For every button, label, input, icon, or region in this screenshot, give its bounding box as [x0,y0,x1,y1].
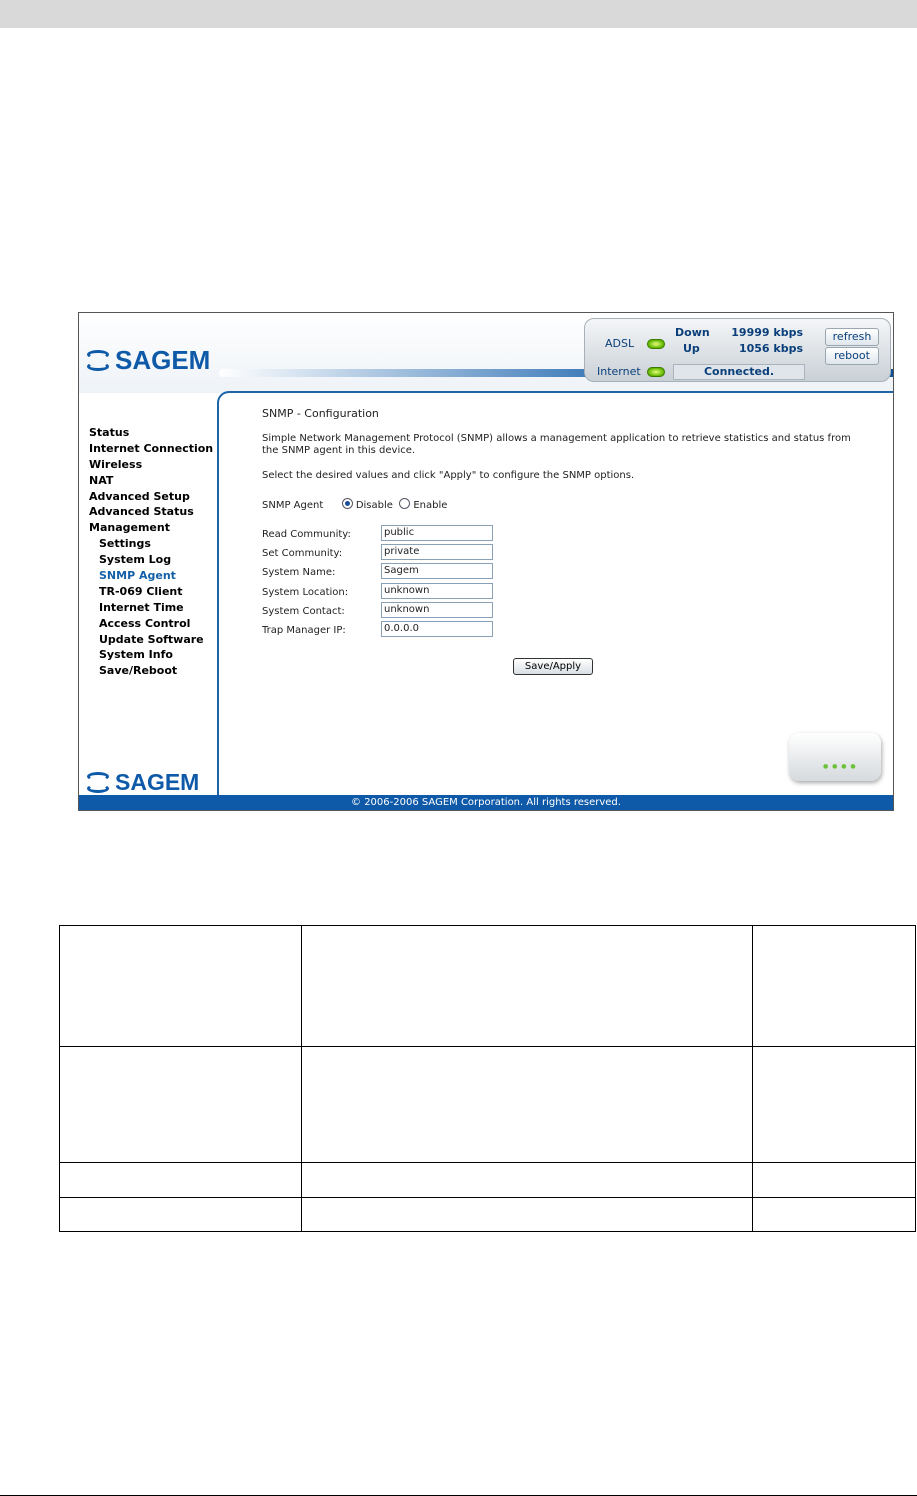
sidebar-item-snmp-agent[interactable]: SNMP Agent [99,569,176,583]
enable-radio[interactable] [399,498,410,509]
sidebar-item-settings[interactable]: Settings [99,537,151,551]
router-screenshot [78,312,894,811]
document-header-bar [0,0,917,28]
up-rate: 1056 kbps [738,342,803,355]
table-cell [302,1198,753,1232]
router-device-image [789,733,881,781]
system-contact-input[interactable]: unknown [381,602,493,618]
table-row [60,926,916,1047]
up-label: Up [683,342,700,355]
sidebar-item-status[interactable]: Status [89,426,130,439]
sidebar-item-advanced-setup[interactable]: Advanced Setup [89,489,190,503]
system-name-input[interactable]: Sagem [381,563,493,579]
set-community-label: Set Community: [262,548,343,559]
adsl-label: ADSL [605,337,635,350]
table-cell [60,1198,302,1232]
table-cell [60,926,302,1047]
sidebar-item-save-reboot[interactable]: Save/Reboot [99,664,178,678]
down-label: Down [675,326,710,339]
status-panel [584,318,891,382]
reboot-button[interactable]: reboot [825,347,879,365]
sagem-logo [85,345,210,376]
description-line-1: Simple Network Management Protocol (SNMP) allows a management application to retrieve statistics and status from [262,433,851,444]
enable-label: Enable [413,500,448,511]
logo-text-bottom: SAGEM [115,769,200,795]
sidebar-item-advanced-status[interactable]: Advanced Status [89,505,194,519]
description [262,433,862,457]
set-community-input[interactable]: private [381,544,493,560]
page-header [79,313,893,393]
logo-text: SAGEM [115,345,211,375]
sidebar-item-tr069-client[interactable]: TR-069 Client [99,584,183,598]
sidebar-item-nat[interactable]: NAT [89,473,114,487]
trap-manager-label: Trap Manager IP: [262,625,346,636]
sidebar-item-access-control[interactable]: Access Control [99,616,191,630]
document-table [59,925,916,1232]
snmp-agent-label: SNMP Agent [262,500,324,511]
table-cell [753,1163,916,1198]
table-row [60,1163,916,1198]
system-name-label: System Name: [262,567,336,578]
table-cell [302,1163,753,1198]
description-line-2: the SNMP agent in this device. [262,445,416,456]
footer-copyright: © 2006-2006 SAGEM Corporation. All rights reserved. [79,795,893,810]
system-contact-label: System Contact: [262,606,345,617]
sidebar-nav [89,425,213,679]
table-cell [302,926,753,1047]
table-cell [60,1047,302,1163]
adsl-led-icon [647,339,665,349]
save-apply-button[interactable]: Save/Apply [513,658,593,675]
read-community-input[interactable]: public [381,525,493,541]
internet-label: Internet [597,365,641,378]
disable-radio[interactable] [342,498,353,509]
snmp-agent-row [262,498,447,511]
main-content [217,391,894,797]
table-cell [753,1047,916,1163]
table-cell [302,1047,753,1163]
sagem-logo-icon [85,349,111,373]
table-row [60,1198,916,1232]
sagem-logo-bottom [85,769,199,796]
page-title: SNMP - Configuration [262,407,379,420]
down-rate: 19999 kbps [731,326,803,339]
sagem-logo-icon [85,771,111,795]
system-location-label: System Location: [262,587,349,598]
disable-label: Disable [355,500,393,511]
sidebar [79,393,217,795]
sidebar-item-system-info[interactable]: System Info [99,648,173,662]
table-cell [753,926,916,1047]
read-community-label: Read Community: [262,529,351,540]
trap-manager-input[interactable]: 0.0.0.0 [381,621,493,637]
sidebar-item-update-software[interactable]: Update Software [99,632,204,646]
connection-status: Connected. [673,364,805,380]
router-lights-icon: ● ● ● ● [823,763,857,770]
instruction-text: Select the desired values and click "Apply" to configure the SNMP options. [262,470,635,481]
internet-led-icon [647,367,665,377]
sidebar-item-management[interactable]: Management [89,521,170,535]
sidebar-item-internet-time[interactable]: Internet Time [99,600,184,614]
sidebar-item-wireless[interactable]: Wireless [89,457,143,471]
table-cell [60,1163,302,1198]
table-cell [753,1198,916,1232]
system-location-input[interactable]: unknown [381,583,493,599]
refresh-button[interactable]: refresh [825,328,879,346]
sidebar-item-internet-connection[interactable]: Internet Connection [89,441,214,455]
line-rates [675,326,803,360]
sidebar-item-system-log[interactable]: System Log [99,553,172,567]
table-row [60,1047,916,1163]
